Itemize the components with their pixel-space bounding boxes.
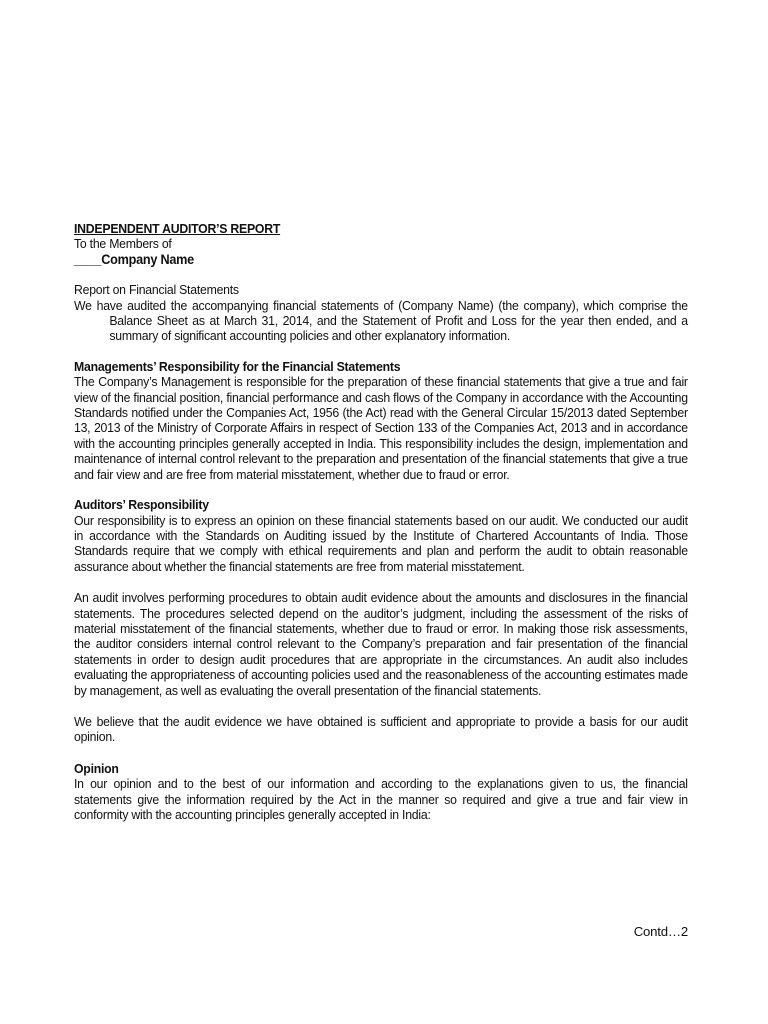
opinion-text: In our opinion and to the best of our information and according to the explanations given to us, the financial statements give the information required by the Act in the manner so required and give a true and fair view in conformity with the accounting principles generally accepted in India: bbox=[74, 776, 688, 822]
addressee-line: To the Members of bbox=[74, 236, 172, 252]
spacer bbox=[74, 745, 688, 761]
management-responsibility-heading: Managements’ Responsibility for the Financial Statements bbox=[74, 358, 401, 374]
report-body bbox=[74, 221, 688, 822]
spacer bbox=[74, 698, 688, 714]
company-name: ____Company Name bbox=[74, 251, 194, 267]
spacer bbox=[74, 482, 688, 497]
report-title: INDEPENDENT AUDITOR’S REPORT bbox=[74, 221, 281, 236]
continued-marker: Contd…2 bbox=[633, 924, 688, 939]
spacer bbox=[74, 344, 688, 359]
auditors-responsibility-para2: An audit involves performing procedures to obtain audit evidence about the amounts and disclosures in the financial statements. The procedures selected depend on the auditor’s judgment, including the assessment of the risks of material misstatement of the financial statements, whether due to fraud or error. In making those risk assessments, the auditor considers internal control relevant to the Company’s preparation and fair presentation of the financial statements in order to design audit procedures that are appropriate in the circumstances. An audit also includes evaluating the appropriateness of accounting policies used and the reasonableness of the accounting estimates made by management, as well as evaluating the overall presentation of the financial statements. bbox=[74, 590, 688, 698]
financial-statements-text: We have audited the accompanying financial statements of (Company Name) (the company), which comprise the Balance Sheet as at March 31, 2014, and the Statement of Profit and Loss for the year then ended, and a summary of significant accounting policies and other explanatory information. bbox=[74, 297, 688, 344]
spacer bbox=[74, 574, 688, 590]
spacer bbox=[74, 267, 688, 282]
auditors-responsibility-para3: We believe that the audit evidence we have obtained is sufficient and appropriate to provide a basis for our audit opinion. bbox=[74, 713, 688, 745]
management-responsibility-text: The Company’s Management is responsible for the preparation of these financial statements that give a true and fair view of the financial position, financial performance and cash flows of the Company in accordance with the Accounting Standards notified under the Companies Act, 1956 (the Act) read with the General Circular 15/2013 dated September 13, 2013 of the Ministry of Corporate Affairs in respect of Section 133 of the Companies Act, 2013 and in accordance with the accounting principles generally accepted in India. This responsibility includes the design, implementation and maintenance of internal control relevant to the preparation and presentation of the financial statements that give a true and fair view and are free from material misstatement, whether due to fraud or error. bbox=[74, 374, 688, 482]
auditors-responsibility-heading: Auditors’ Responsibility bbox=[74, 497, 209, 513]
opinion-heading: Opinion bbox=[74, 760, 119, 776]
financial-statements-heading: Report on Financial Statements bbox=[74, 282, 239, 298]
auditors-responsibility-para1: Our responsibility is to express an opinion on these financial statements based on our audit. We conducted our audit in accordance with the Standards on Auditing issued by the Institute of Chartered Accountants of India. Those Standards require that we comply with ethical requirements and plan and perform the audit to obtain reasonable assurance about whether the financial statements are free from material misstatement. bbox=[74, 512, 688, 574]
